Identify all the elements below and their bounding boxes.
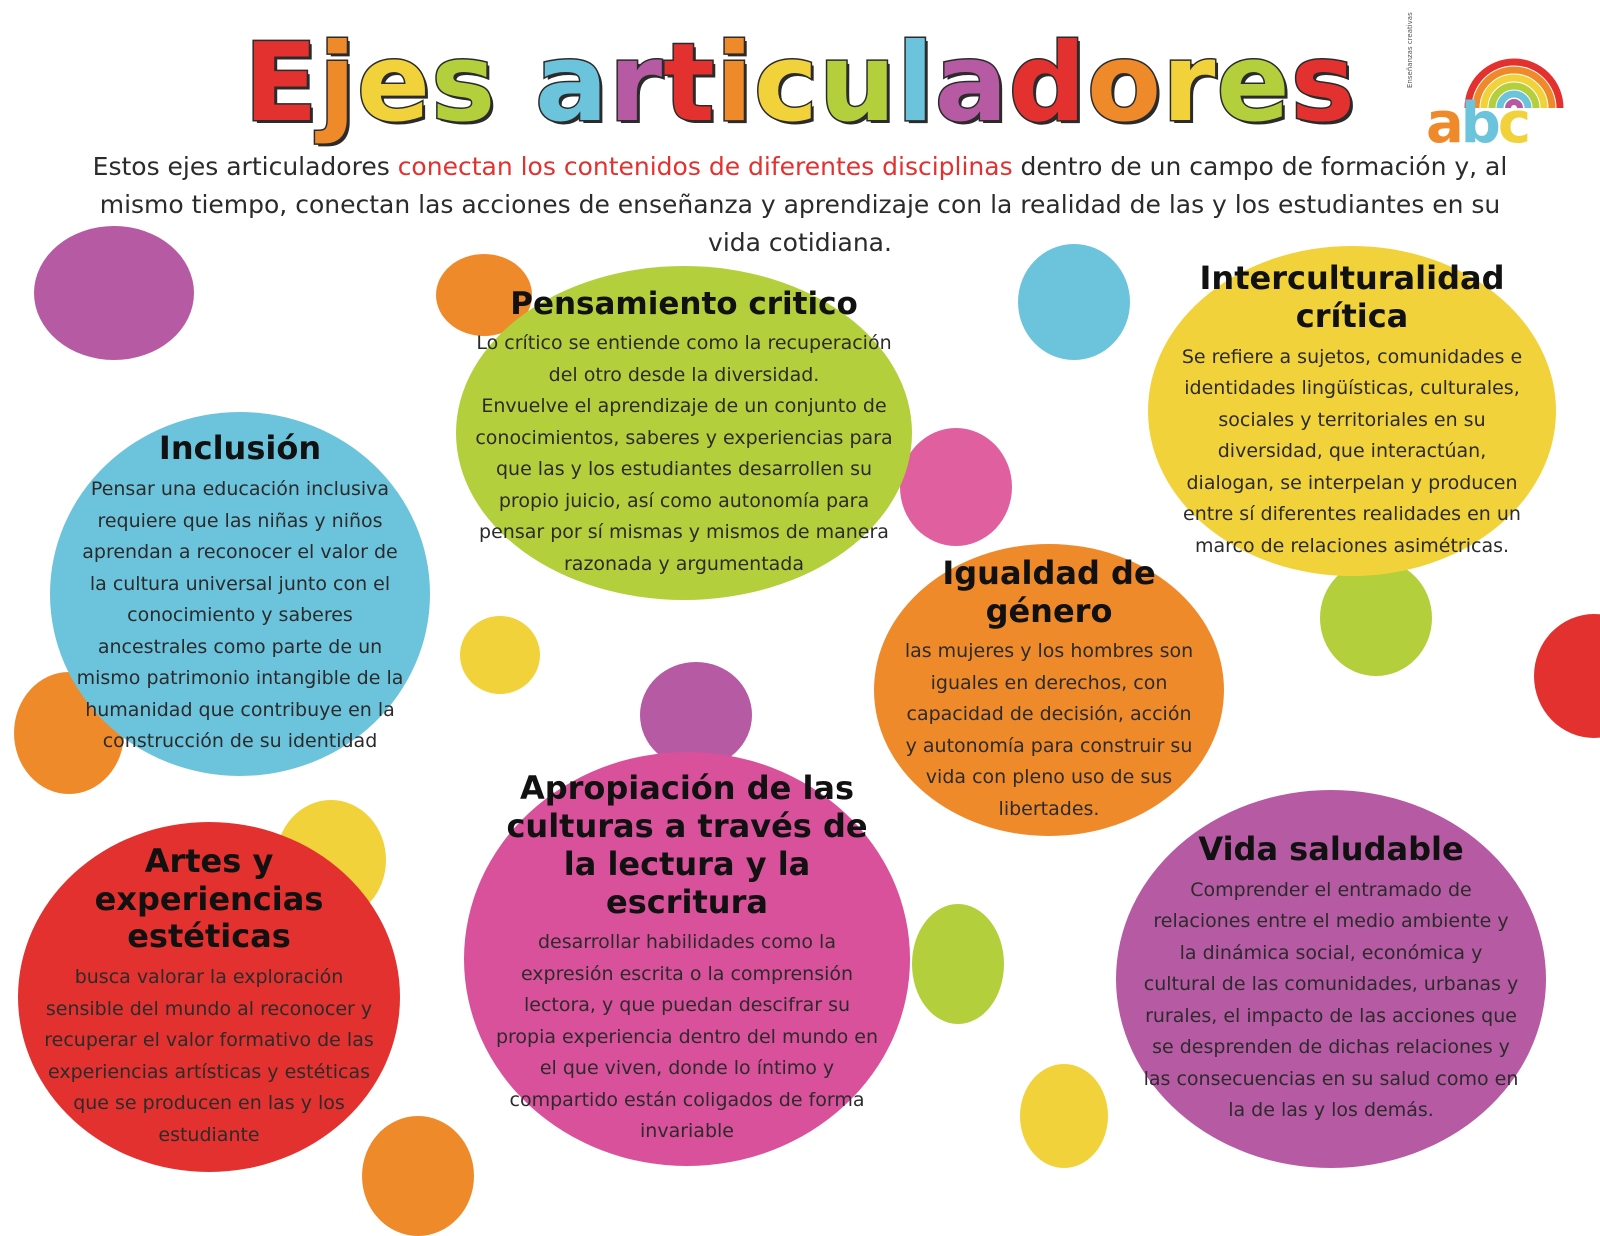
card-text: desarrollar habilidades como la expresión escrita o la comprensión lectora, y que puedan descifrar su propia experiencia dentro del mundo en el que viven, donde lo íntimo y compartido están coligados de forma invariable xyxy=(495,931,879,1143)
card-apropiacion-de-las-culturas xyxy=(464,752,910,1166)
card-text: las mujeres y los hombres son iguales en derechos, con capacidad de decisión, acción y autonomía para construir su vida con pleno uso de sus libertades. xyxy=(904,640,1194,820)
title-letter: s xyxy=(1290,21,1356,146)
title-letter: a xyxy=(934,21,1009,146)
title-letter: t xyxy=(663,21,716,146)
decor-blob-red-right-edge xyxy=(1534,614,1600,738)
decor-blob-lime-bottom xyxy=(912,904,1004,1024)
logo-wordmark xyxy=(1426,91,1529,156)
page-title xyxy=(0,21,1600,146)
decor-blob-yellow-small xyxy=(460,616,540,694)
card-title: Vida saludable xyxy=(1198,830,1464,869)
card-text: Se refiere a sujetos, comunidades e identidades lingüísticas, culturales, sociales y territoriales en su diversidad, que interactúan, dialogan, se interpelan y producen entre sí diferentes realidades en un marco de relaciones asimétricas. xyxy=(1181,345,1523,557)
logo-letter-a: a xyxy=(1426,91,1461,156)
logo-letter-c: c xyxy=(1497,91,1529,156)
card-title: Interculturalidad crítica xyxy=(1199,259,1505,335)
intro-text-start: Estos ejes articuladores xyxy=(92,152,398,181)
title-letter: j xyxy=(318,21,357,146)
card-title: Igualdad de género xyxy=(942,553,1156,630)
decor-blob-yellow-bottom xyxy=(1020,1064,1108,1168)
card-title: Artes y experiencias estéticas xyxy=(94,841,324,956)
title-letter: r xyxy=(1162,21,1217,146)
title-letter: e xyxy=(1216,21,1291,146)
card-text: busca valorar la exploración sensible del mundo al reconocer y recuperar el valor formativo de las experiencias artísticas y estéticas que se producen en las y los estudiante xyxy=(44,966,374,1146)
card-igualdad-de-genero xyxy=(874,544,1224,836)
card-text: Pensar una educación inclusiva requiere que las niñas y niños aprendan a reconocer el valor de la cultura universal junto con el conocimiento y saberes ancestrales como parte de un mismo patrimonio intangible de la humanidad que contribuye en la construcción de su identidad xyxy=(76,478,404,753)
decor-blob-pink-middle xyxy=(900,428,1012,546)
title-letter: E xyxy=(244,21,319,146)
intro-paragraph xyxy=(90,148,1510,262)
title-letter: a xyxy=(534,21,609,146)
title-letter: e xyxy=(356,21,432,146)
card-pensamiento-critico xyxy=(456,266,912,600)
card-title: Pensamiento critico xyxy=(510,285,858,322)
card-interculturalidad-critica xyxy=(1148,246,1556,576)
logo-letter-b: b xyxy=(1460,91,1498,156)
card-inclusion xyxy=(50,412,430,776)
card-vida-saludable xyxy=(1116,790,1546,1168)
title-letter: i xyxy=(715,21,754,146)
intro-highlight: conectan los contenidos de diferentes disciplinas xyxy=(397,152,1013,181)
intro-text-end: dentro de un campo de formación y, al mismo tiempo, conectan las acciones de enseñanza y aprendizaje con la realidad de las y los estudiantes en su vida cotidiana. xyxy=(99,152,1508,257)
card-artes-y-experiencias-esteticas xyxy=(18,822,400,1172)
card-title: Inclusión xyxy=(158,429,322,468)
title-letter xyxy=(496,21,535,146)
card-text-2: Envuelve el aprendizaje de un conjunto de conocimientos, saberes y experiencias para que las y los estudiantes desarrollen su propio juicio, así como autonomía para pensar por sí mismas y mismos de manera razonada y argumentada xyxy=(475,395,893,575)
decor-blob-lime-right xyxy=(1320,560,1432,676)
card-text: Comprender el entramado de relaciones entre el medio ambiente y la dinámica social, económica y cultural de las comunidades, urbanas y rurales, el impacto de las acciones que se desprenden de dichas relaciones y las consecuencias en su salud como en la de las y los demás. xyxy=(1143,878,1519,1122)
title-letter: c xyxy=(753,21,819,146)
card-title: Apropiación de las culturas a través de la lectura y la escritura xyxy=(506,769,868,921)
logo-caption: Enseñanzas creativas xyxy=(1406,12,1414,88)
title-letter: o xyxy=(1086,21,1163,146)
title-letter: s xyxy=(431,21,497,146)
title-letter: u xyxy=(818,21,897,146)
card-text: Lo crítico se entiende como la recuperación del otro desde la diversidad. xyxy=(476,332,892,386)
title-letter: r xyxy=(608,21,664,146)
title-letter: l xyxy=(896,21,935,146)
title-letter: d xyxy=(1008,21,1087,146)
decor-blob-orange-bottom xyxy=(362,1116,474,1236)
brand-logo xyxy=(1406,12,1570,156)
